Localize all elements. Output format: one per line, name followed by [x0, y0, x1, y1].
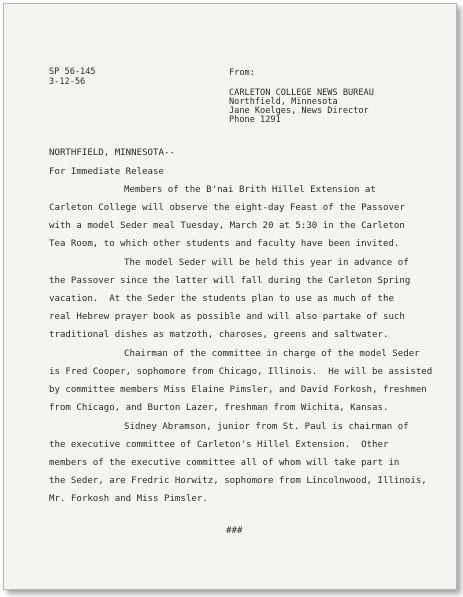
paragraph-line: The model Seder will be held this year in advance of [124, 258, 409, 268]
from-line-organization: CARLETON COLLEGE NEWS BUREAU [229, 88, 374, 98]
paragraph-line: Chairman of the committee in charge of the model Seder [124, 349, 420, 359]
doc-date: 3-12-56 [49, 77, 86, 87]
paragraph-line: from Chicago, and Burton Lazer, freshman from Wichita, Kansas. [49, 403, 389, 413]
paragraph-line: vacation. At the Seder the students plan to use as much of the [49, 294, 394, 304]
paragraph-line: Members of the B'nai Brith Hillel Extension at [124, 185, 376, 195]
paragraph-line: members of the executive committee all of whom will take part in [49, 458, 400, 468]
paragraph-line: Tea Room, to which other students and faculty have been invited. [49, 239, 400, 249]
from-label: From: [229, 68, 255, 78]
paragraph-line: traditional dishes as matzoth, charoses, greens and saltwater. [49, 330, 389, 340]
dateline: NORTHFIELD, MINNESOTA-- [49, 148, 175, 158]
paragraph-line: Mr. Forkosh and Miss Pimsler. [49, 494, 208, 504]
paragraph-line: real Hebrew prayer book as possible and will also partake of such [49, 312, 405, 322]
paragraph-1 [49, 185, 449, 255]
release-note: For Immediate Release [49, 167, 164, 177]
from-line-phone: Phone 1291 [229, 115, 281, 125]
from-line-location: Northfield, Minnesota [229, 97, 338, 107]
paragraph-line: by committee members Miss Elaine Pimsler, and David Forkosh, freshmen [49, 385, 427, 395]
paragraph-line: the Seder, are Fredric Horwitz, sophomore from Lincolnwood, Illinois, [49, 476, 427, 486]
from-line-director: Jane Koelges, News Director [229, 106, 369, 116]
paragraph-4 [49, 422, 449, 512]
paragraph-2 [49, 258, 449, 348]
doc-number: SP 56-145 [49, 67, 96, 77]
paragraph-line: the Passover since the latter will fall during the Carleton Spring [49, 276, 411, 286]
paragraph-line: Sidney Abramson, junior from St. Paul is chairman of [124, 422, 409, 432]
paragraph-line: with a model Seder meal Tuesday, March 20 at 5:30 in the Carleton [49, 221, 405, 231]
typewritten-page [3, 3, 457, 590]
paragraph-3 [49, 349, 449, 419]
paragraph-line: the executive committee of Carleton's Hillel Extension. Other [49, 440, 389, 450]
paragraph-line: is Fred Cooper, sophomore from Chicago, Illinois. He will be assisted [49, 367, 433, 377]
paragraph-line: Carleton College will observe the eight-day Feast of the Passover [49, 203, 405, 213]
end-mark: ### [226, 526, 243, 536]
